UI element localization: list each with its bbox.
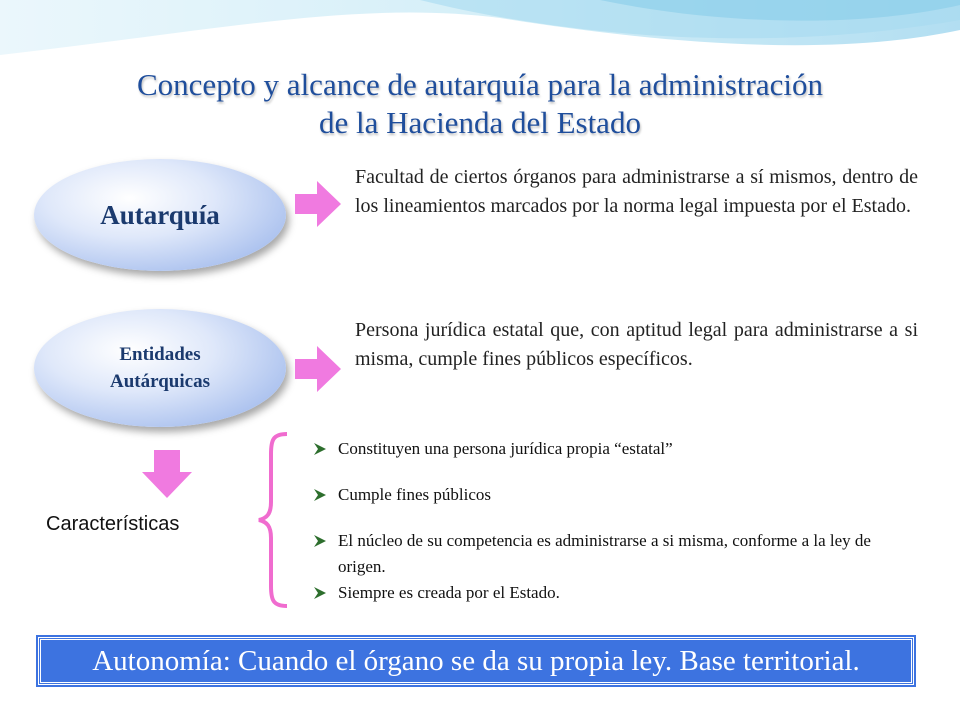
title-line-2: de la Hacienda del Estado	[319, 105, 641, 140]
right-arrow-icon	[293, 344, 343, 394]
right-arrow-icon	[293, 179, 343, 229]
autarquia-oval	[34, 159, 286, 271]
autarquia-label: Autarquía	[100, 199, 220, 230]
characteristic-text: Constituyen una persona jurídica propia “estatal”	[338, 439, 673, 458]
characteristic-item	[312, 580, 560, 606]
arrow-bullet-icon	[312, 436, 338, 462]
entidades-definition: Persona jurídica estatal que, con aptitud legal para administrarse a si misma, cumple fines públicos específicos.	[355, 319, 918, 370]
characteristic-text: El núcleo de su competencia es administrarse a si misma, conforme a la ley de origen.	[338, 531, 871, 576]
entidades-label-line-2: Autárquicas	[110, 371, 210, 392]
characteristic-item	[312, 528, 912, 580]
arrow-bullet-icon	[312, 528, 338, 554]
autonomia-footer-box: Autonomía: Cuando el órgano se da su propia ley. Base territorial.	[38, 637, 914, 685]
title-line-1: Concepto y alcance de autarquía para la administración	[137, 67, 823, 102]
caracteristicas-label: Características	[46, 513, 180, 535]
characteristic-item	[312, 482, 491, 508]
characteristic-item	[312, 436, 673, 462]
characteristic-text: Cumple fines públicos	[338, 485, 491, 504]
arrow-bullet-icon	[312, 482, 338, 508]
arrow-bullet-icon	[312, 580, 338, 606]
entidades-autarquicas-oval	[34, 309, 286, 427]
curly-brace	[255, 430, 295, 610]
page-title	[40, 66, 920, 142]
down-arrow-icon	[140, 448, 194, 500]
entidades-label-line-1: Entidades	[119, 344, 201, 365]
characteristic-text: Siempre es creada por el Estado.	[338, 583, 560, 602]
autarquia-definition: Facultad de ciertos órganos para administrarse a sí mismos, dentro de los lineamientos marcados por la norma legal impuesta por el Estado.	[355, 166, 918, 217]
